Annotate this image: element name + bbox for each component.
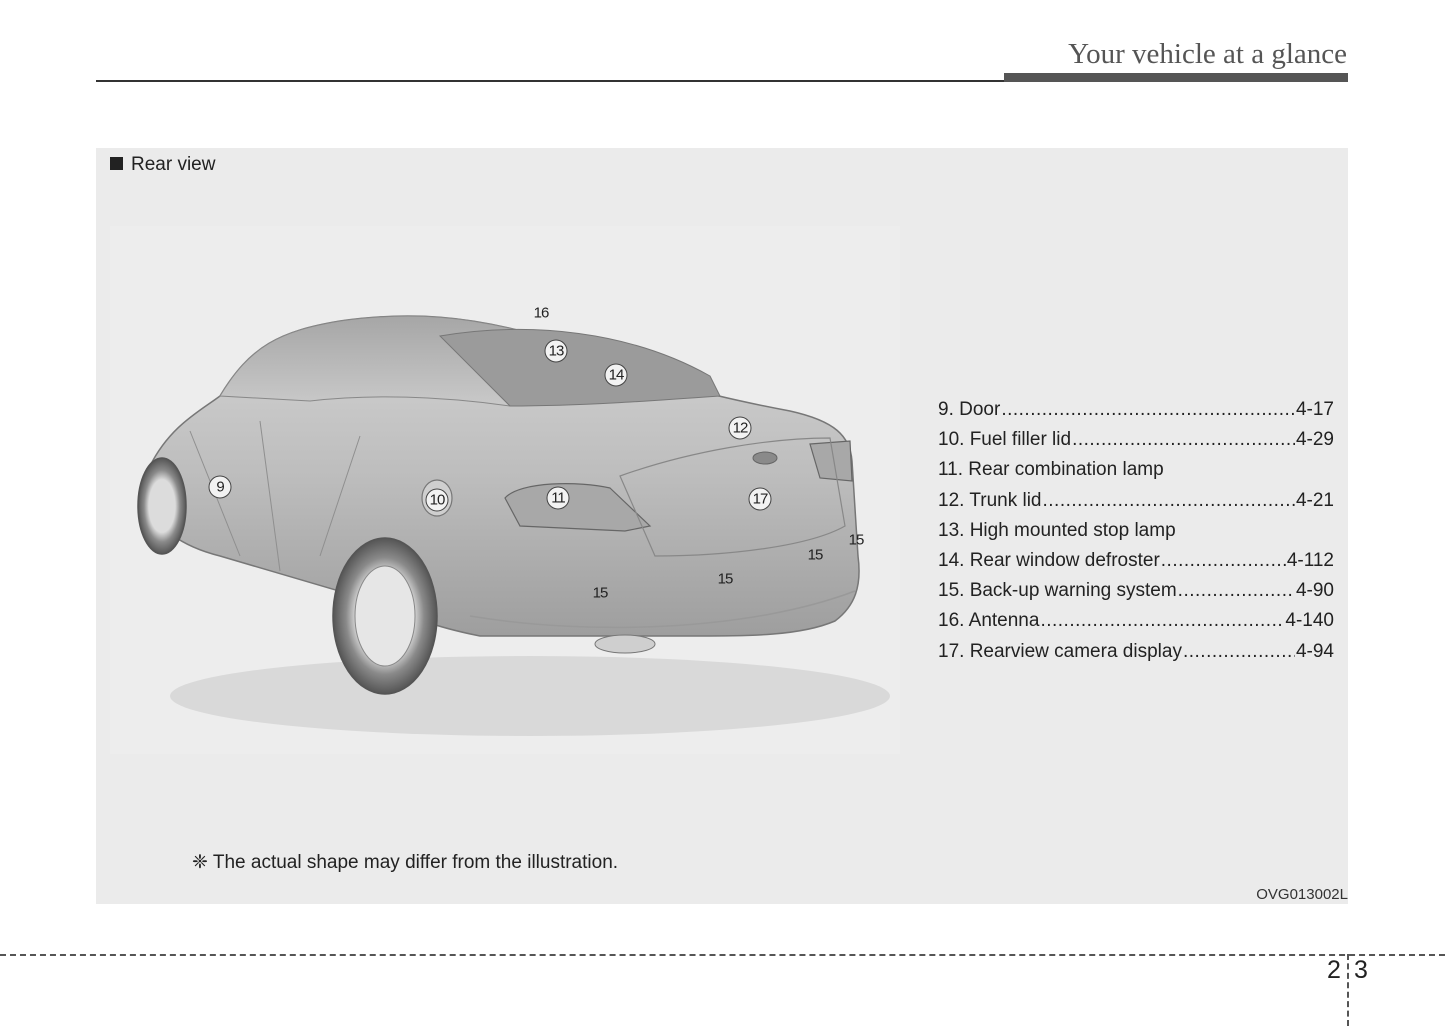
legend-item-label: 10. Fuel filler lid [938, 429, 1072, 451]
car-rear-view-illustration [110, 226, 900, 754]
leader-dots [1001, 395, 1295, 425]
legend-item [938, 395, 1334, 425]
leader-dots [1183, 637, 1295, 667]
callout-15-label: 15 [717, 570, 733, 588]
callout-11 [547, 487, 569, 509]
callout-15 [849, 532, 864, 549]
legend-item [938, 576, 1334, 606]
parts-legend [938, 395, 1334, 667]
legend-item-label: 11. Rear combination lamp [938, 459, 1164, 481]
footer-page-divider [1347, 954, 1349, 1026]
legend-item-page: 4-90 [1295, 580, 1334, 602]
callout-10 [426, 489, 448, 511]
legend-item-label: 14. Rear window defroster [938, 550, 1160, 572]
legend-item-label: 16. Antenna [938, 610, 1040, 632]
leader-dots [1161, 546, 1286, 576]
leader-dots [1040, 606, 1284, 636]
leader-dots [1072, 425, 1295, 455]
legend-item [938, 486, 1334, 516]
legend-item-label: 13. High mounted stop lamp [938, 519, 1176, 541]
callout-9 [209, 476, 231, 498]
legend-item-page: 4-94 [1295, 640, 1334, 662]
illustration-note: ❈ The actual shape may differ from the illustration. [192, 852, 619, 873]
callout-14-label: 14 [608, 366, 624, 384]
callout-16 [534, 305, 549, 322]
leader-dots [1178, 576, 1295, 606]
callout-9-label: 9 [216, 478, 224, 496]
chapter-title: Your vehicle at a glance [1068, 38, 1347, 70]
rear-wheel [333, 538, 437, 694]
legend-item [938, 425, 1334, 455]
legend-item-page: 4-112 [1286, 550, 1334, 572]
callout-14 [605, 364, 627, 386]
figure-panel [96, 148, 1348, 904]
shadow [170, 656, 890, 736]
callout-15-label: 15 [592, 584, 608, 602]
callout-13 [545, 340, 567, 362]
legend-item-page: 4-21 [1295, 489, 1334, 511]
footer-divider [0, 954, 1445, 956]
legend-item [938, 516, 1334, 546]
callout-12-label: 12 [732, 419, 748, 437]
callout-15 [593, 585, 608, 602]
header-rule-accent [1004, 73, 1348, 82]
callout-17-label: 17 [752, 490, 768, 508]
callout-17 [749, 488, 771, 510]
square-bullet-icon [110, 157, 123, 170]
legend-item-label: 9. Door [938, 399, 1001, 420]
callout-13-label: 13 [548, 342, 564, 360]
image-code: OVG013002L [1256, 886, 1348, 903]
callout-15-label: 15 [848, 531, 864, 549]
legend-item-label: 15. Back-up warning system [938, 580, 1177, 602]
callout-15-label: 15 [807, 546, 823, 564]
section-label [110, 154, 215, 176]
callout-10-label: 10 [429, 491, 445, 509]
legend-item-label: 17. Rearview camera display [938, 640, 1182, 662]
callout-15 [808, 547, 823, 564]
callout-11-label: 11 [551, 489, 565, 507]
legend-item-label: 12. Trunk lid [938, 489, 1042, 511]
legend-item-page: 4-140 [1285, 610, 1334, 632]
page-number: 3 [1354, 956, 1368, 984]
legend-item-page: 4-29 [1295, 429, 1334, 451]
header-rule [96, 80, 1006, 82]
front-wheel [138, 458, 186, 554]
section-label-text: Rear view [131, 154, 216, 175]
callout-16-label: 16 [533, 304, 549, 322]
legend-item [938, 606, 1334, 636]
callout-15 [718, 571, 733, 588]
callout-12 [729, 417, 751, 439]
legend-item-page: 4-17 [1295, 399, 1334, 420]
leader-dots [1043, 486, 1295, 516]
chapter-number: 2 [1327, 956, 1341, 984]
legend-item [938, 455, 1334, 485]
legend-item [938, 546, 1334, 576]
legend-item [938, 637, 1334, 667]
